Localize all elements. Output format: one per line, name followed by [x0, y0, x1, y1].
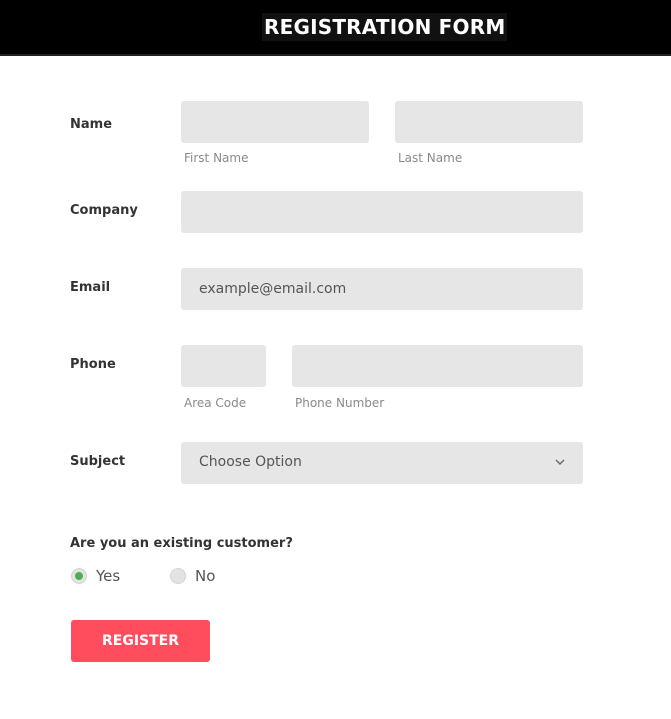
subject-selected-value: Choose Option: [199, 454, 302, 470]
last-name-hint: Last Name: [398, 151, 463, 165]
existing-customer-question: Are you an existing customer?: [70, 536, 293, 551]
first-name-input[interactable]: [181, 101, 369, 143]
phone-number-hint: Phone Number: [295, 396, 385, 410]
area-code-field[interactable]: [181, 345, 266, 387]
area-code-hint: Area Code: [184, 396, 247, 410]
register-button[interactable]: REGISTER: [71, 620, 210, 662]
last-name-input[interactable]: [395, 101, 583, 143]
phone-number-input[interactable]: [292, 345, 583, 387]
email-input[interactable]: [181, 268, 583, 310]
name-label: Name: [70, 117, 113, 132]
radio-option-no[interactable]: [170, 566, 215, 586]
chevron-down-icon: [555, 457, 565, 467]
radio-no-label: No: [195, 567, 216, 585]
area-code-input[interactable]: [181, 345, 266, 387]
radio-option-yes[interactable]: [71, 566, 120, 586]
company-field[interactable]: [181, 191, 583, 233]
phone-number-field[interactable]: [292, 345, 583, 387]
email-field[interactable]: [181, 268, 583, 310]
phone-label: Phone: [70, 357, 116, 372]
first-name-hint: First Name: [184, 151, 249, 165]
subject-select[interactable]: [181, 442, 583, 484]
company-input[interactable]: [181, 191, 583, 233]
radio-yes-label: Yes: [96, 567, 121, 585]
email-label: Email: [70, 280, 111, 295]
header-bar: [0, 0, 671, 56]
radio-yes[interactable]: [71, 568, 87, 584]
last-name-field[interactable]: [395, 101, 583, 143]
subject-label: Subject: [70, 454, 126, 469]
company-label: Company: [70, 203, 138, 218]
page-title: REGISTRATION FORM: [264, 15, 506, 39]
radio-no[interactable]: [170, 568, 186, 584]
first-name-field[interactable]: [181, 101, 369, 143]
